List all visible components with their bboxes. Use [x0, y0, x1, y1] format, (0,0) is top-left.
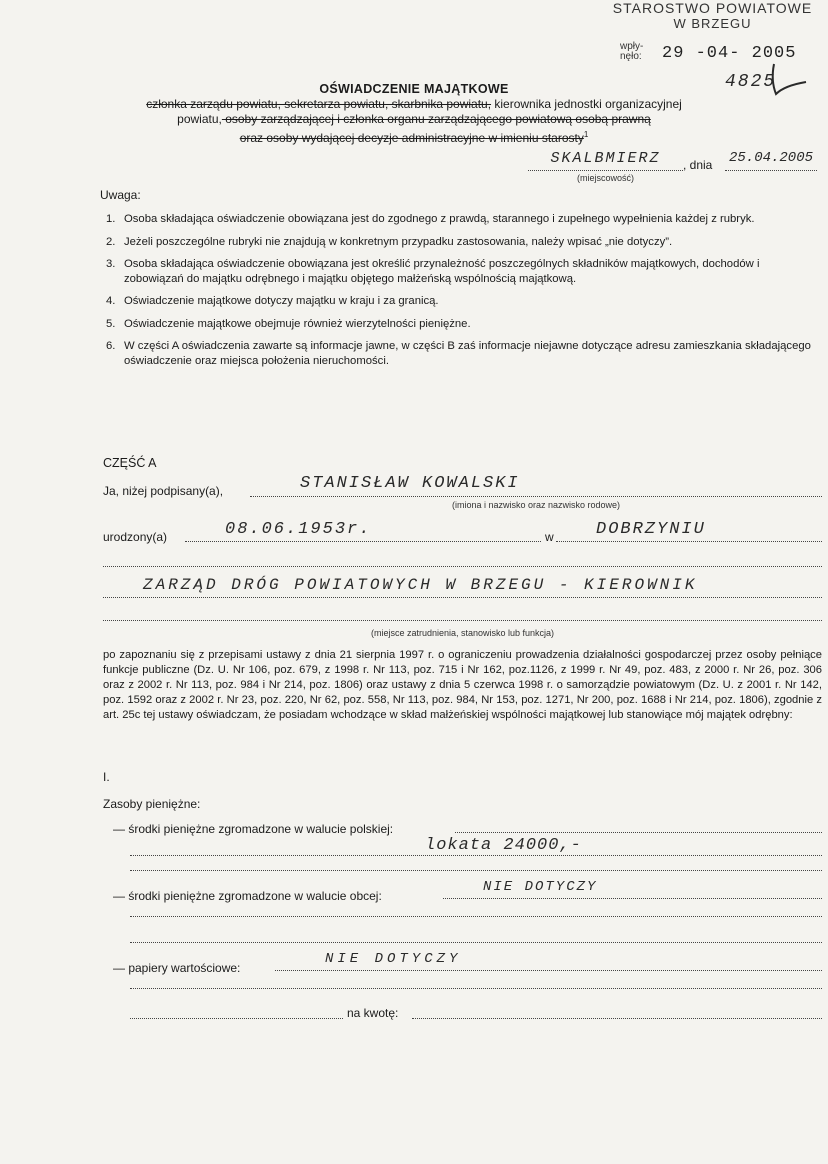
notes-heading: Uwaga:	[100, 188, 141, 202]
blank-line	[103, 560, 822, 567]
reference-number: 4825	[725, 72, 777, 92]
foreign-label: — środki pieniężne zgromadzone w walucie obcej:	[113, 889, 382, 903]
blank-line	[130, 982, 822, 989]
header-kept-2: powiatu,	[177, 112, 222, 126]
received-date: 29 -04- 2005	[662, 44, 797, 63]
blank-line	[130, 864, 822, 871]
blank-line	[130, 910, 822, 917]
footnote-mark: 1	[583, 130, 589, 139]
header-struck-1: członka zarządu powiatu, sekretarza powiatu, skarbnika powiatu,	[146, 97, 492, 111]
date-value[interactable]: 25.04.2005	[725, 150, 817, 171]
note-number: 4.	[106, 295, 116, 307]
note-number: 2.	[106, 235, 116, 248]
header-kept-1: kierownika jednostki organizacyjnej	[491, 97, 682, 111]
note-item	[106, 212, 818, 227]
date-label: , dnia	[683, 158, 713, 172]
note-text: Oświadczenie majątkowe obejmuje również wierzytelności pieniężne.	[124, 317, 471, 330]
name-caption: (imiona i nazwisko oraz nazwisko rodowe)	[451, 500, 621, 510]
pln-label: — środki pieniężne zgromadzone w walucie polskiej:	[113, 822, 394, 836]
birth-date-value[interactable]: 08.06.1953r.	[185, 520, 541, 542]
notes-list	[106, 212, 818, 376]
header-line-3	[0, 127, 828, 146]
note-text: Osoba składająca oświadczenie obowiązana jest określić przynależność poszczególnych składników majątkowych, dochodów i zobowiązań do majątku odrębnego i majątku objętego małżeńską wspólnością majątkową.	[124, 258, 760, 285]
header-line-1	[0, 97, 828, 112]
note-item	[106, 235, 818, 250]
header-role-lines	[0, 97, 828, 146]
note-item	[106, 294, 818, 309]
note-text: Oświadczenie majątkowe dotyczy majątku w kraju i za granicą.	[124, 295, 439, 307]
name-field[interactable]	[250, 474, 822, 510]
signed-label: Ja, niżej podpisany(a),	[103, 484, 224, 498]
note-item	[106, 339, 818, 368]
pln-line	[455, 818, 822, 833]
name-value: STANISŁAW KOWALSKI	[250, 474, 822, 497]
birth-place-value[interactable]: DOBRZYNIU	[556, 520, 822, 542]
place-field[interactable]	[528, 150, 683, 183]
section-roman: I.	[103, 770, 110, 784]
blank-line	[103, 614, 822, 621]
employment-value[interactable]: ZARZĄD DRÓG POWIATOWYCH W BRZEGU - KIEROWNIK	[103, 576, 822, 598]
note-text: Osoba składająca oświadczenie obowiązana jest do zgodnego z prawdą, starannego i zupełnego wypełnienia każdej z rubryk.	[124, 213, 755, 225]
place-value: SKALBMIERZ	[528, 150, 683, 171]
born-label: urodzony(a)	[103, 530, 168, 544]
securities-value[interactable]: NIE DOTYCZY	[275, 951, 822, 971]
office-stamp	[610, 0, 815, 31]
blank-line	[130, 936, 822, 943]
header-line-2	[0, 112, 828, 127]
employment-caption: (miejsce zatrudnienia, stanowisko lub funkcja)	[370, 628, 555, 638]
pln-value[interactable]: lokata 24000,-	[130, 836, 822, 856]
header-struck-3: oraz osoby wydającej decyzje administracyjne w imieniu starosty	[239, 131, 584, 145]
place-caption: (miejscowość)	[576, 173, 634, 183]
note-number: 5.	[106, 317, 116, 330]
document-title: OŚWIADCZENIE MAJĄTKOWE	[319, 82, 509, 96]
foreign-value[interactable]: NIE DOTYCZY	[443, 879, 822, 899]
note-item	[106, 317, 818, 332]
note-number: 1.	[106, 213, 116, 225]
part-a-heading: CZĘŚĆ A	[103, 456, 157, 470]
section-heading: Zasoby pieniężne:	[103, 797, 201, 811]
note-number: 3.	[106, 258, 116, 270]
note-item	[106, 257, 818, 286]
stamp-line-1: STAROSTWO POWIATOWE	[612, 0, 813, 16]
amount-label: na kwotę:	[347, 1006, 399, 1020]
note-text: Jeżeli poszczególne rubryki nie znajdują w konkretnym przypadku zastosowania, należy wpisać „nie dotyczy”.	[124, 235, 673, 248]
statement-paragraph: po zapoznaniu się z przepisami ustawy z dnia 21 sierpnia 1997 r. o ograniczeniu prowadzenia działalności gospodarczej przez osoby pełniące funkcje publiczne (Dz. U. Nr 106, poz. 679, z 1998 r. Nr 113, poz. 715 i Nr 162, poz.1126, z 1999 r. Nr 49, poz. 483, z 2000 r. Nr 26, poz. 306 oraz z 2002 r. Nr 113, poz. 984 i Nr 214, poz. 1806) oraz ustawy z dnia 5 czerwca 1998 r. o samorządzie powiatowym (Dz. U. z 2001 r. Nr 142, poz. 1592 oraz z 2002 r. Nr 23, poz. 220, Nr 62, poz. 558, Nr 113, poz. 984, Nr 153, poz. 1271, Nr 200, poz. 1688 i Nr 214, poz. 1806), zgodnie z art. 25c tej ustawy oświadczam, że posiadam wchodzące w skład małżeńskiej wspólności majątkowej lub stanowiące mój majątek odrębny:	[103, 649, 822, 721]
securities-label: — papiery wartościowe:	[113, 961, 241, 975]
stamp-line-2: W BRZEGU	[673, 16, 752, 31]
header-struck-2: osoby zarządzającej i członka organu zarządzającego powiatową osobą prawną	[221, 112, 651, 126]
note-text: W części A oświadczenia zawarte są informacje jawne, w części B zaś informacje niejawne dotyczące adresu zamieszkania składającego oświadczenie oraz miejsca położenia nieruchomości.	[124, 340, 811, 367]
received-label: wpły- nęło:	[620, 41, 644, 62]
blank-line	[130, 1012, 343, 1019]
amount-line[interactable]	[412, 1012, 822, 1019]
note-number: 6.	[106, 340, 116, 352]
birth-in-label: w	[545, 530, 554, 544]
